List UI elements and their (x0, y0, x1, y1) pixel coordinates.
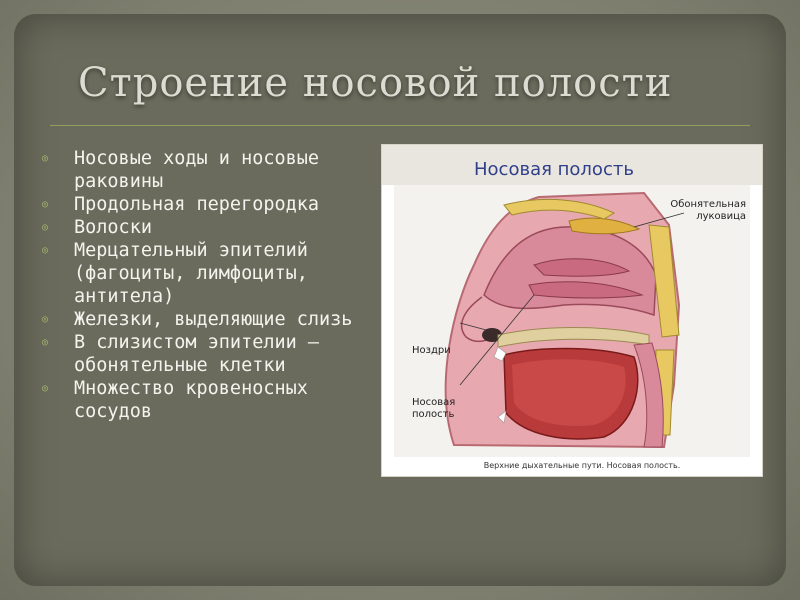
label-olfactory-bulb: Обонятельная луковица (670, 199, 746, 222)
figure-title: Носовая полость (474, 159, 634, 180)
bullet-item (42, 377, 372, 423)
figure-caption: Верхние дыхательные пути. Носовая полость. (483, 461, 681, 470)
bullet-text: Волоски (74, 217, 152, 238)
figure-header (382, 145, 762, 185)
bullet-text: Продольная перегородка (74, 194, 320, 215)
ring-bullet-icon: ◎ (42, 199, 49, 210)
anatomy-figure (381, 144, 763, 477)
bullet-text: Носовые ходы и носовые раковины (74, 148, 320, 192)
bullet-list (42, 147, 372, 423)
ring-bullet-icon: ◎ (42, 383, 49, 394)
ring-bullet-icon: ◎ (42, 314, 49, 325)
bullet-text: Множество кровеносных сосудов (74, 378, 308, 422)
ring-bullet-icon: ◎ (42, 337, 49, 348)
slide-title: Строение носовой полости (78, 60, 673, 106)
bullet-item (42, 239, 372, 308)
ring-bullet-icon: ◎ (42, 245, 49, 256)
label-nasal-cavity: Носовая полость (412, 397, 456, 420)
title-divider (50, 125, 750, 126)
bullet-text: Железки, выделяющие слизь (74, 309, 353, 330)
bullet-text: В слизистом эпителии – обонятельные клетки (74, 332, 320, 376)
bullet-item (42, 308, 372, 331)
label-nostrils: Ноздри (412, 345, 451, 356)
ring-bullet-icon: ◎ (42, 222, 49, 233)
bullet-item (42, 216, 372, 239)
bullet-item (42, 193, 372, 216)
bullet-text: Мерцательный эпителий (фагоциты, лимфоциты, антитела) (74, 240, 308, 307)
bullet-item (42, 331, 372, 377)
ring-bullet-icon: ◎ (42, 153, 49, 164)
figure-frame (394, 185, 750, 457)
bullet-item (42, 147, 372, 193)
